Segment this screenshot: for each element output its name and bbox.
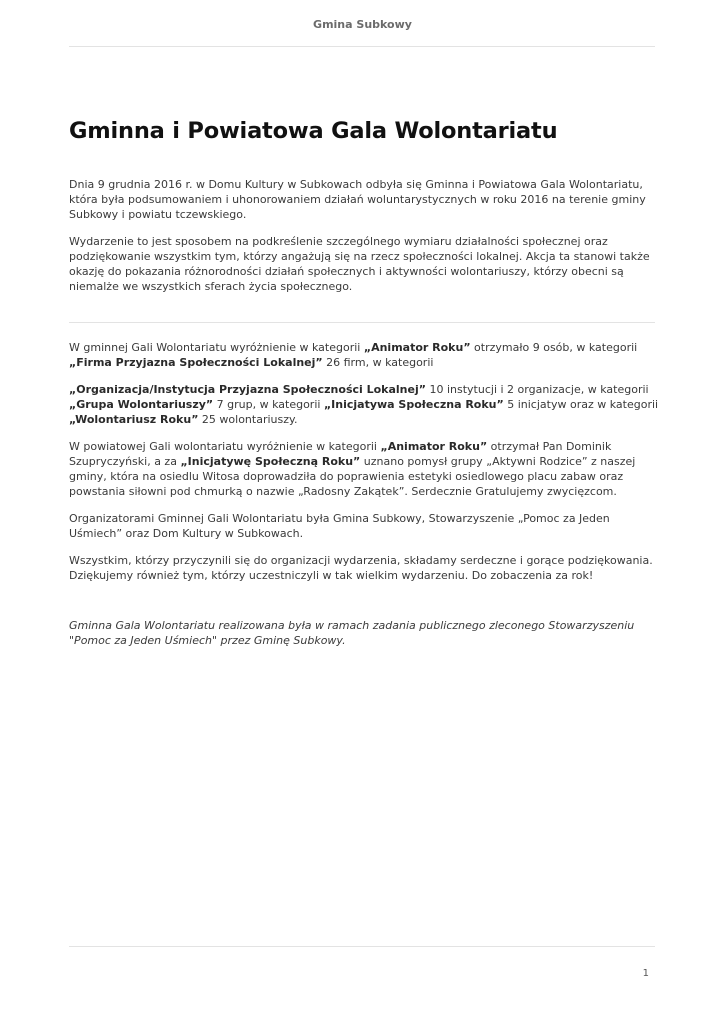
category-organizacja: „Organizacja/Instytucja Przyjazna Społeczności Lokalnej”	[69, 383, 426, 396]
text-run: 5 inicjatyw oraz w kategorii	[503, 398, 659, 411]
category-firma: „Firma Przyjazna Społeczności Lokalnej”	[69, 356, 323, 369]
text-run: 10 instytucji i 2 organizacje, w kategorii	[425, 383, 649, 396]
thanks-paragraph: Wszystkim, którzy przyczynili się do organizacji wydarzenia, składamy serdeczne i gorące podziękowania. Dziękujemy również tym, którzy uczestniczyli w tak wielkim wydarzeniu. Do zobaczenia za rok!	[69, 554, 653, 582]
article-intro	[69, 177, 659, 306]
text-run: W powiatowej Gali wolontariatu wyróżnienie w kategorii	[69, 440, 381, 453]
awards-categories-paragraph	[69, 382, 659, 427]
article-title: Gminna i Powiatowa Gala Wolontariatu	[69, 118, 558, 144]
awards-gmina-paragraph	[69, 340, 659, 370]
category-grupa: „Grupa Wolontariuszy”	[69, 398, 214, 411]
category-animator: „Animator Roku”	[363, 341, 471, 354]
intro-paragraph-1: Dnia 9 grudnia 2016 r. w Domu Kultury w Subkowach odbyła się Gminna i Powiatowa Gala Wolontariatu, która była podsumowaniem i uhonorowaniem działań woluntarystycznych w roku 2016 na terenie gminy Subkowy i powiatu tczewskiego.	[69, 178, 646, 221]
text-run: otrzymało 9 osób, w kategorii	[470, 341, 638, 354]
text-run: 7 grup, w kategorii	[213, 398, 324, 411]
text-run: W gminnej Gali Wolontariatu wyróżnienie w kategorii	[69, 341, 364, 354]
text-run: otrzymał Pan Dominik Szupryczyński, a za	[69, 440, 612, 468]
text-run: 25 wolontariuszy.	[198, 413, 298, 426]
site-title: Gmina Subkowy	[313, 18, 412, 31]
header-divider	[69, 46, 655, 47]
category-wolontariusz: „Wolontariusz Roku”	[69, 413, 199, 426]
intro-paragraph-2: Wydarzenie to jest sposobem na podkreślenie szczególnego wymiaru działalności społecznej oraz podziękowanie wszystkim tym, którzy angażują się na rzecz społeczności lokalnej. Akcja ta stanowi także okazję do pokazania różnorodności działań społecznych i aktywności wolontariuszy, którzy obecni są niemalże we wszystkich sferach życia społecznego.	[69, 235, 650, 293]
footer-divider	[69, 946, 655, 947]
section-divider	[69, 322, 655, 323]
category-animator: „Animator Roku”	[380, 440, 488, 453]
awards-powiat-paragraph	[69, 439, 659, 499]
category-inicjatywa: „Inicjatywa Społeczna Roku”	[323, 398, 504, 411]
category-inicjatywa: „Inicjatywę Społeczną Roku”	[180, 455, 361, 468]
page-number: 1	[642, 968, 649, 979]
article-body	[69, 340, 659, 595]
organizers-paragraph: Organizatorami Gminnej Gali Wolontariatu była Gmina Subkowy, Stowarzyszenie „Pomoc za Jeden Uśmiech” oraz Dom Kultury w Subkowach.	[69, 512, 610, 540]
text-run: uznano pomysł grupy „Aktywni Rodzice” z naszej gminy, która na osiedlu Witosa doprowadziła do poprawienia estetyki osiedlowego placu zabaw oraz powstania siłowni pod chmurką o nazwie „Radosny Zakątek”. Serdecznie Gratulujemy zwycięzcom.	[69, 455, 636, 498]
text-run: 26 firm, w kategorii	[322, 356, 434, 369]
funding-note: Gminna Gala Wolontariatu realizowana była w ramach zadania publicznego zleconego Stowarzyszeniu "Pomoc za Jeden Uśmiech" przez Gminę Subkowy.	[69, 619, 635, 647]
